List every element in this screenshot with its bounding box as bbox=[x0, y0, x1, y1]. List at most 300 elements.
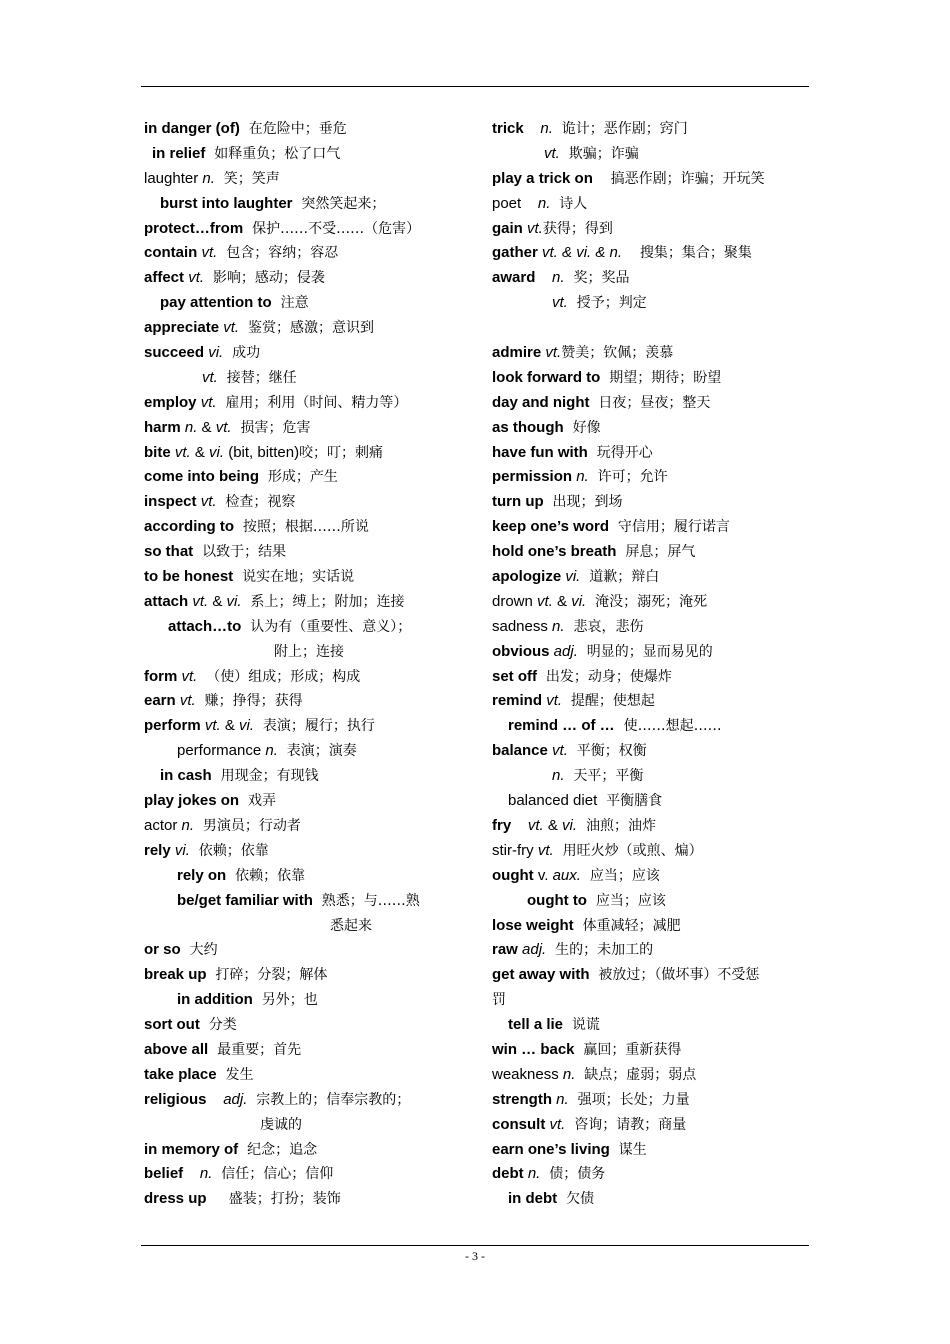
part-of-speech: n. bbox=[552, 617, 565, 635]
part-of-speech: vt. & vi. & n. bbox=[542, 244, 623, 262]
vocab-entry bbox=[144, 266, 469, 291]
vocab-entry bbox=[492, 889, 810, 914]
headword: set off bbox=[492, 667, 537, 685]
part-of-speech: n. bbox=[527, 1165, 541, 1183]
definition: 缺点；虚弱；弱点 bbox=[575, 1066, 697, 1083]
headword: in addition bbox=[177, 991, 253, 1009]
entry-text: & bbox=[543, 816, 563, 834]
vocab-entry bbox=[492, 789, 810, 814]
headword: in debt bbox=[508, 1190, 558, 1208]
definition: 出发；动身；使爆炸 bbox=[537, 668, 672, 685]
definition: 玩得开心 bbox=[587, 444, 653, 461]
headword: attach…to bbox=[168, 617, 242, 635]
vocab-entry bbox=[492, 665, 810, 690]
part-of-speech: vt. bbox=[215, 418, 232, 436]
part-of-speech: vi. bbox=[562, 816, 578, 834]
definition: 赞美；钦佩；羡慕 bbox=[561, 345, 674, 362]
vocab-entry bbox=[144, 665, 469, 690]
headword: in memory of bbox=[144, 1140, 239, 1158]
vocab-entry bbox=[492, 1013, 810, 1038]
part-of-speech: vt. bbox=[549, 1115, 566, 1133]
part-of-speech: vt. bbox=[537, 841, 554, 859]
headword: form bbox=[144, 667, 182, 685]
part-of-speech: vi. bbox=[208, 344, 224, 362]
definition: 注意 bbox=[271, 295, 309, 312]
part-of-speech: n. bbox=[576, 468, 589, 486]
entry-text: & bbox=[190, 443, 210, 461]
vocab-entry bbox=[144, 839, 469, 864]
vocab-entry bbox=[144, 615, 469, 640]
vocab-entry bbox=[492, 291, 810, 316]
definition: 用现金；有现钱 bbox=[211, 768, 319, 785]
vocab-entry bbox=[144, 217, 469, 242]
definition: 好像 bbox=[563, 419, 601, 436]
definition: 保护……不受……（危害） bbox=[243, 220, 421, 237]
definition: 依赖；依靠 bbox=[189, 842, 269, 859]
vocab-entry bbox=[144, 416, 469, 441]
headword: ought bbox=[492, 866, 538, 884]
vocab-entry bbox=[144, 117, 469, 142]
headword: perform bbox=[144, 717, 205, 735]
vocab-entry bbox=[144, 1162, 469, 1187]
definition: 悉起来 bbox=[330, 917, 372, 934]
headword: come into being bbox=[144, 468, 260, 486]
definition: 检查；视察 bbox=[216, 494, 296, 511]
definition: 赚；挣得；获得 bbox=[195, 693, 303, 710]
entry-text: laughter bbox=[144, 169, 203, 187]
definition: 最重要；首先 bbox=[208, 1041, 302, 1058]
definition: 另外；也 bbox=[252, 992, 318, 1009]
vocab-entry bbox=[144, 291, 469, 316]
definition: 赢回；重新获得 bbox=[574, 1041, 682, 1058]
definition: 天平；平衡 bbox=[564, 768, 644, 785]
vocab-entry bbox=[492, 1187, 810, 1212]
vocab-entry bbox=[144, 441, 469, 466]
part-of-speech: adj. bbox=[223, 1090, 248, 1108]
vocab-entry bbox=[144, 1187, 469, 1212]
definition: 屏息；屏气 bbox=[616, 544, 696, 561]
headword: hold one’s breath bbox=[492, 543, 617, 561]
vocab-entry bbox=[144, 1088, 469, 1113]
headword: earn bbox=[144, 692, 180, 710]
definition: 被放过；（做坏事）不受惩 bbox=[589, 967, 760, 984]
headword: look forward to bbox=[492, 368, 601, 386]
headword: rely on bbox=[177, 866, 227, 884]
definition: 出现；到场 bbox=[543, 494, 623, 511]
part-of-speech: n. bbox=[265, 742, 278, 760]
vocab-entry bbox=[492, 416, 810, 441]
definition: 打碎；分裂；解体 bbox=[206, 967, 328, 984]
definition: 男演员；行动者 bbox=[194, 817, 301, 834]
entry-text: (bit, bitten) bbox=[224, 443, 300, 461]
headword: obvious bbox=[492, 642, 554, 660]
vocab-entry bbox=[492, 938, 810, 963]
definition: 悲哀，悲伤 bbox=[564, 618, 644, 635]
headword: in relief bbox=[152, 144, 206, 162]
definition: 形成；产生 bbox=[259, 469, 338, 486]
definition: 鉴赏；感激；意识到 bbox=[239, 320, 374, 337]
definition: （使）组成；形成；构成 bbox=[197, 668, 361, 685]
definition: 盛装；打扮；装饰 bbox=[206, 1191, 341, 1208]
definition: 成功 bbox=[223, 345, 261, 362]
headword: in cash bbox=[160, 767, 212, 785]
definition: 平衡膳食 bbox=[597, 793, 663, 810]
part-of-speech: n. bbox=[181, 816, 195, 834]
definition: 淹没；溺死；淹死 bbox=[586, 593, 708, 610]
definition: 纪念；追念 bbox=[238, 1141, 318, 1158]
vocab-entry bbox=[144, 714, 469, 739]
vocab-entry bbox=[144, 864, 469, 889]
part-of-speech: vt. bbox=[527, 816, 544, 834]
headword: ought to bbox=[527, 891, 587, 909]
part-of-speech: vt. bbox=[537, 592, 553, 610]
part-of-speech: n. bbox=[540, 120, 553, 137]
part-of-speech: vt. bbox=[200, 393, 217, 411]
headword: award bbox=[492, 269, 536, 287]
vocab-entry bbox=[492, 192, 810, 217]
definition: 体重减轻；减肥 bbox=[573, 917, 681, 934]
vocab-entry bbox=[144, 366, 469, 391]
vocab-entry bbox=[144, 814, 469, 839]
definition: 强项；长处；力量 bbox=[568, 1091, 690, 1108]
definition: 诡计；恶作剧；窍门 bbox=[552, 121, 688, 137]
definition: 系上；缚上；附加；连接 bbox=[241, 593, 405, 610]
part-of-speech: vi. bbox=[226, 592, 242, 610]
definition: 日夜；昼夜；整天 bbox=[589, 394, 711, 411]
headword: lose weight bbox=[492, 916, 574, 934]
definition: 许可；允许 bbox=[588, 469, 668, 486]
part-of-speech: vt. bbox=[174, 443, 191, 461]
vocab-entry bbox=[144, 1138, 469, 1163]
entry-text: performance bbox=[177, 742, 266, 760]
vocab-entry bbox=[492, 167, 810, 192]
vocab-entry bbox=[492, 988, 810, 1013]
part-of-speech: n. bbox=[199, 1165, 213, 1183]
part-of-speech: vi. bbox=[209, 443, 225, 461]
definition: 戏弄 bbox=[239, 793, 276, 810]
vocab-entry bbox=[492, 391, 810, 416]
definition: 搜集；集合；聚集 bbox=[622, 245, 752, 262]
definition: 熟悉；与……熟 bbox=[312, 892, 420, 909]
headword: trick bbox=[492, 120, 524, 137]
entry-text: drown bbox=[492, 592, 538, 610]
vocab-entry bbox=[144, 391, 469, 416]
headword: burst into laughter bbox=[160, 194, 293, 212]
page-number: - 3 - bbox=[465, 1249, 485, 1263]
entry-text: & bbox=[552, 592, 572, 610]
definition: 分类 bbox=[199, 1017, 237, 1034]
vocab-entry bbox=[492, 565, 810, 590]
part-of-speech: vt. bbox=[544, 144, 560, 162]
definition: 笑；笑声 bbox=[214, 170, 280, 187]
definition: 道歉；辩白 bbox=[580, 569, 660, 586]
headword: admire bbox=[492, 344, 546, 362]
vocab-entry bbox=[492, 1113, 810, 1138]
headword: harm bbox=[144, 418, 185, 436]
definition: 雇用；利用（时间、精力等） bbox=[216, 394, 408, 411]
headword: dress up bbox=[144, 1190, 207, 1208]
vocab-entry bbox=[144, 963, 469, 988]
headword: turn up bbox=[492, 493, 544, 511]
vocab-entry bbox=[492, 689, 810, 714]
vocab-entry bbox=[492, 914, 810, 939]
headword: employ bbox=[144, 393, 201, 411]
vocabulary-column-right bbox=[492, 117, 810, 1212]
vocab-entry bbox=[144, 789, 469, 814]
headword: to be honest bbox=[144, 568, 234, 586]
headword: protect…from bbox=[144, 219, 244, 237]
vocab-entry bbox=[144, 1063, 469, 1088]
entry-text: sadness bbox=[492, 617, 553, 635]
headword: according to bbox=[144, 518, 235, 536]
definition: 影响；感动；侵袭 bbox=[204, 270, 325, 287]
vocab-entry bbox=[492, 465, 810, 490]
definition: 咨询；请教；商量 bbox=[565, 1116, 687, 1133]
headword: balance bbox=[492, 742, 553, 760]
headword: or so bbox=[144, 941, 181, 959]
definition: 损害；危害 bbox=[231, 419, 311, 436]
vocab-entry bbox=[492, 640, 810, 665]
part-of-speech: adj. bbox=[522, 941, 547, 959]
vocab-entry bbox=[144, 192, 469, 217]
definition: 附上；连接 bbox=[274, 643, 344, 660]
vocab-entry bbox=[144, 515, 469, 540]
vocab-entry bbox=[144, 1038, 469, 1063]
vocab-entry bbox=[144, 889, 469, 914]
part-of-speech: vt. bbox=[192, 592, 209, 610]
part-of-speech: n. bbox=[562, 1065, 576, 1083]
definition: 大约 bbox=[180, 942, 218, 959]
definition: 说谎 bbox=[563, 1017, 600, 1034]
vocab-entry bbox=[144, 341, 469, 366]
part-of-speech: vi. bbox=[565, 568, 581, 586]
part-of-speech: vt. bbox=[200, 493, 217, 511]
definition: 认为有（重要性、意义）； bbox=[241, 618, 412, 635]
definition: 发生 bbox=[216, 1066, 254, 1083]
definition: 获得；得到 bbox=[542, 220, 613, 237]
definition: 咬；叮；刺痛 bbox=[299, 444, 384, 461]
part-of-speech: vt. bbox=[545, 344, 562, 362]
vocab-entry bbox=[492, 1038, 810, 1063]
vocab-entry bbox=[144, 465, 469, 490]
headword: day and night bbox=[492, 393, 590, 411]
vocab-entry bbox=[144, 565, 469, 590]
definition: 欺骗；诈骗 bbox=[559, 145, 639, 162]
definition: 提醒；使想起 bbox=[562, 693, 655, 710]
headword: fry bbox=[492, 816, 512, 834]
entry-text: balanced diet bbox=[508, 792, 598, 810]
definition: 奖；奖品 bbox=[564, 270, 630, 287]
part-of-speech: vt. bbox=[527, 219, 543, 237]
definition: 应当；应该 bbox=[580, 867, 660, 884]
definition: 搞恶作剧；诈骗；开玩笑 bbox=[592, 170, 765, 187]
part-of-speech: vt. bbox=[188, 269, 205, 287]
vocab-entry bbox=[144, 241, 469, 266]
headword: in danger (of) bbox=[144, 120, 240, 137]
headword: strength bbox=[492, 1090, 557, 1108]
vocab-entry bbox=[144, 764, 469, 789]
entry-text bbox=[535, 269, 552, 286]
headword: gain bbox=[492, 219, 528, 237]
vocab-entry bbox=[492, 739, 810, 764]
vocab-entry bbox=[492, 515, 810, 540]
entry-text: actor bbox=[144, 816, 182, 834]
headword: consult bbox=[492, 1115, 550, 1133]
definition: 油煎；油炸 bbox=[577, 817, 656, 834]
headword: pay attention to bbox=[160, 294, 272, 312]
headword: debt bbox=[492, 1165, 528, 1183]
vocab-entry bbox=[492, 366, 810, 391]
vocab-entry bbox=[144, 1013, 469, 1038]
vocab-entry bbox=[492, 441, 810, 466]
headword: get away with bbox=[492, 966, 590, 984]
headword: be/get familiar with bbox=[177, 891, 313, 909]
entry-text bbox=[521, 195, 538, 212]
part-of-speech: adj. bbox=[553, 642, 578, 660]
vocab-entry bbox=[492, 590, 810, 615]
definition: 生的；未加工的 bbox=[546, 942, 654, 959]
entry-text: weakness bbox=[492, 1065, 563, 1083]
vocab-entry bbox=[144, 167, 469, 192]
vocab-entry bbox=[492, 217, 810, 242]
headword: affect bbox=[144, 269, 189, 287]
definition: 按照；根据……所说 bbox=[234, 519, 369, 536]
vocab-entry bbox=[492, 490, 810, 515]
vocab-entry bbox=[144, 142, 469, 167]
definition: 欠债 bbox=[557, 1191, 595, 1208]
definition: 债；债务 bbox=[540, 1166, 606, 1183]
part-of-speech: n. bbox=[184, 418, 198, 436]
definition: 宗教上的；信奉宗教的； bbox=[247, 1091, 411, 1108]
definition: 表演；履行；执行 bbox=[254, 718, 375, 735]
part-of-speech: vi. bbox=[571, 592, 587, 610]
vocab-entry bbox=[144, 640, 469, 665]
definition: 诗人 bbox=[550, 195, 588, 212]
entry-text: v. bbox=[537, 866, 553, 884]
headword: win … back bbox=[492, 1040, 575, 1058]
headword: have fun with bbox=[492, 443, 588, 461]
vocab-entry bbox=[492, 1162, 810, 1187]
definition: 信任；信心；信仰 bbox=[212, 1166, 334, 1183]
headword: religious bbox=[144, 1090, 207, 1108]
vocab-entry bbox=[144, 490, 469, 515]
vocab-entry bbox=[492, 117, 810, 142]
part-of-speech: vt. bbox=[179, 692, 196, 710]
headword: apologize bbox=[492, 568, 566, 586]
part-of-speech: n. bbox=[202, 169, 215, 187]
vocab-entry bbox=[492, 540, 810, 565]
vocab-entry bbox=[492, 839, 810, 864]
vocab-entry bbox=[492, 714, 810, 739]
definition: 守信用；履行诺言 bbox=[608, 519, 730, 536]
footer-rule bbox=[141, 1245, 809, 1246]
part-of-speech: vt. bbox=[552, 742, 568, 760]
part-of-speech: vt. bbox=[181, 667, 198, 685]
vocab-entry bbox=[492, 615, 810, 640]
headword: inspect bbox=[144, 493, 201, 511]
definition: 用旺火炒（或煎、煸） bbox=[553, 842, 703, 859]
vocab-entry bbox=[492, 341, 810, 366]
part-of-speech: vi. bbox=[239, 717, 255, 735]
vocab-entry bbox=[144, 540, 469, 565]
header-rule bbox=[141, 86, 809, 87]
vocab-entry bbox=[492, 1088, 810, 1113]
entry-text: & bbox=[197, 418, 216, 436]
headword: tell a lie bbox=[508, 1016, 564, 1034]
definition: 使……想起…… bbox=[614, 718, 722, 735]
headword: play a trick on bbox=[492, 169, 593, 187]
entry-text: & bbox=[220, 717, 240, 735]
entry-text bbox=[511, 817, 528, 834]
headword: above all bbox=[144, 1040, 209, 1058]
headword: remind bbox=[492, 692, 547, 710]
definition: 罚 bbox=[492, 992, 506, 1009]
headword: rely bbox=[144, 841, 175, 859]
headword: earn one’s living bbox=[492, 1140, 610, 1158]
definition: 以致于；结果 bbox=[193, 544, 287, 561]
vocab-entry bbox=[144, 988, 469, 1013]
definition: 包含；容纳；容忍 bbox=[217, 245, 339, 262]
part-of-speech: vt. bbox=[201, 244, 218, 262]
definition: 应当；应该 bbox=[586, 892, 666, 909]
vocab-entry bbox=[492, 764, 810, 789]
part-of-speech: n. bbox=[537, 194, 551, 212]
headword: keep one’s word bbox=[492, 518, 609, 536]
headword: play jokes on bbox=[144, 792, 240, 810]
vocab-entry bbox=[144, 938, 469, 963]
vocab-entry bbox=[492, 814, 810, 839]
vocab-entry bbox=[492, 266, 810, 291]
entry-text bbox=[524, 120, 541, 137]
headword: so that bbox=[144, 543, 194, 561]
part-of-speech: aux. bbox=[552, 866, 581, 884]
definition: 授予；判定 bbox=[567, 295, 647, 312]
vocab-entry bbox=[492, 1138, 810, 1163]
vocabulary-column-left bbox=[144, 117, 469, 1212]
vocab-entry bbox=[144, 914, 469, 939]
definition: 依赖；依靠 bbox=[226, 867, 306, 884]
headword: appreciate bbox=[144, 319, 224, 337]
vocab-entry bbox=[492, 1063, 810, 1088]
headword: attach bbox=[144, 592, 193, 610]
part-of-speech: n. bbox=[552, 269, 565, 287]
vocab-entry bbox=[492, 963, 810, 988]
definition: 明显的；显而易见的 bbox=[577, 643, 713, 660]
headword: sort out bbox=[144, 1016, 200, 1034]
vocab-entry bbox=[144, 590, 469, 615]
definition: 接替；继任 bbox=[217, 369, 297, 386]
definition: 表演；演奏 bbox=[277, 743, 357, 760]
definition: 如释重负；松了口气 bbox=[205, 145, 341, 162]
entry-text: poet bbox=[492, 194, 522, 212]
vocab-entry bbox=[492, 142, 810, 167]
entry-text bbox=[207, 1091, 224, 1108]
entry-text: stir-fry bbox=[492, 841, 538, 859]
headword: permission bbox=[492, 468, 577, 486]
entry-text: & bbox=[208, 592, 227, 610]
part-of-speech: vt. bbox=[552, 294, 568, 312]
vocab-entry bbox=[492, 864, 810, 889]
headword: belief bbox=[144, 1165, 184, 1183]
part-of-speech: vt. bbox=[202, 368, 218, 386]
headword: break up bbox=[144, 966, 207, 984]
entry-text bbox=[183, 1165, 200, 1182]
definition: 期望；期待；盼望 bbox=[600, 369, 722, 386]
vocab-entry bbox=[144, 1113, 469, 1138]
vocab-entry bbox=[144, 739, 469, 764]
headword: contain bbox=[144, 244, 202, 262]
headword: bite bbox=[144, 443, 175, 461]
